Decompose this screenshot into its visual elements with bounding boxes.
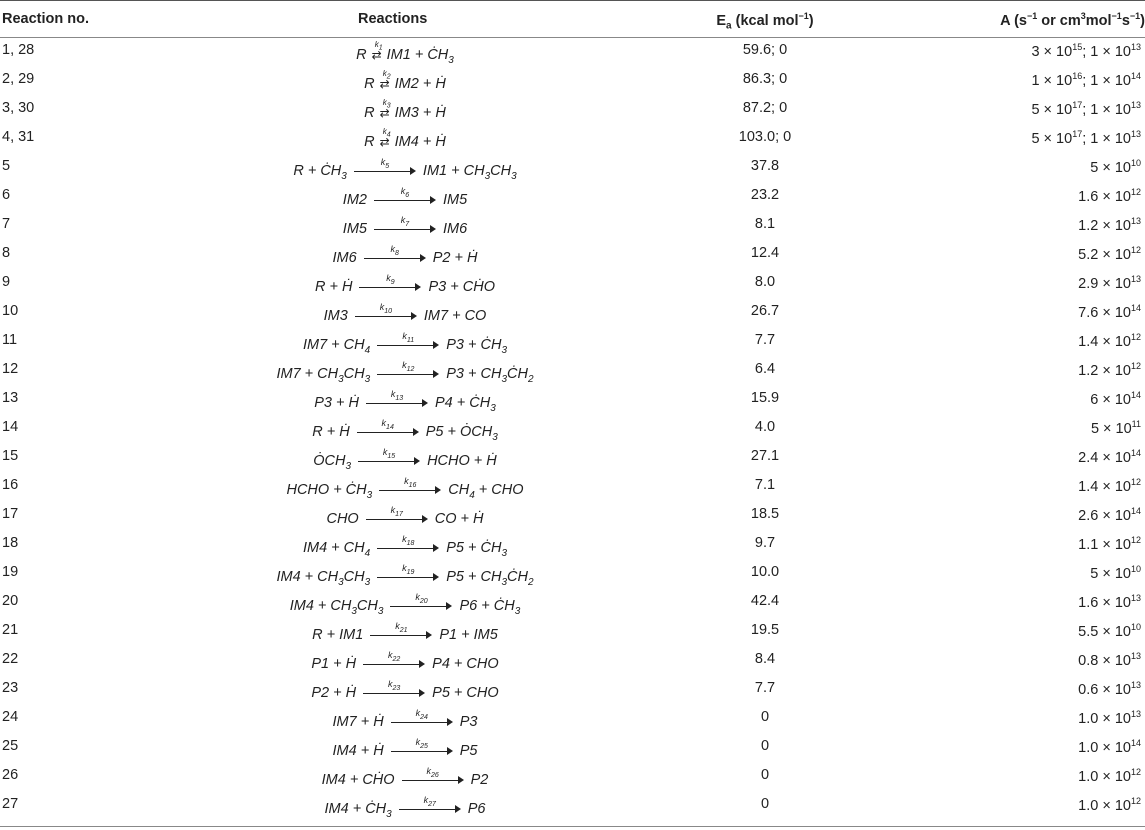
reaction-number: 3, 30 <box>2 100 35 116</box>
reaction-equation: IM7 + Ḣ $k_{24}$ P3 <box>332 708 478 730</box>
table-row <box>0 531 1145 560</box>
activation-energy: 10.0 <box>750 564 780 580</box>
pre-exponential-factor: $1.6 \times 10^{12}$ <box>1078 187 1141 205</box>
reaction-equation: IM5 $k_7$ IM6 <box>342 215 468 237</box>
reaction-number: 1, 28 <box>2 42 35 58</box>
table-body <box>0 38 1145 821</box>
pre-exponential-factor: $1.0 \times 10^{12}$ <box>1078 796 1141 814</box>
reaction-equation: $IM4 + CH_3CH_3$ $k_{19}$ $P5 + CH_3ĊH_2$ <box>276 563 534 588</box>
table-row <box>0 502 1145 531</box>
activation-energy: 9.7 <box>754 535 776 551</box>
pre-exponential-factor: $1 \times 10^{16}$; $1 \times 10^{14}$ <box>1031 71 1141 89</box>
reaction-equation: $R + ĊH_3$ $k_5$ $IM1 + CH_3CH_3$ <box>293 157 517 182</box>
pre-exponential-factor: $5 \times 10^{10}$ <box>1090 158 1141 176</box>
table-row <box>0 154 1145 183</box>
reaction-number: 14 <box>2 419 19 435</box>
reaction-number: 9 <box>2 274 11 290</box>
reaction-number: 17 <box>2 506 19 522</box>
table-row <box>0 38 1145 67</box>
activation-energy: 26.7 <box>750 303 780 319</box>
reaction-equation: $IM7 + CH_4$ $k_{11}$ $P3 + ĊH_3$ <box>302 331 508 356</box>
table-row <box>0 444 1145 473</box>
activation-energy: 27.1 <box>750 448 780 464</box>
pre-exponential-factor: $0.8 \times 10^{13}$ <box>1078 651 1141 669</box>
activation-energy: 6.4 <box>754 361 776 377</box>
activation-energy: 0 <box>760 796 770 812</box>
activation-energy: 59.6; 0 <box>742 42 788 58</box>
activation-energy: 7.1 <box>754 477 776 493</box>
activation-energy: 7.7 <box>754 680 776 696</box>
reaction-equation: $IM4 + ĊH_3$ $k_{27}$ P6 <box>324 795 486 820</box>
reaction-number: 22 <box>2 651 19 667</box>
reaction-equation: P1 + Ḣ $k_{22}$ P4 + CHO <box>311 650 499 672</box>
reaction-number: 24 <box>2 709 19 725</box>
pre-exponential-factor: $5.5 \times 10^{10}$ <box>1078 622 1141 640</box>
table-row <box>0 241 1145 270</box>
pre-exponential-factor: $1.4 \times 10^{12}$ <box>1078 477 1141 495</box>
pre-exponential-factor: $5 \times 10^{17}$; $1 \times 10^{13}$ <box>1031 129 1141 147</box>
pre-exponential-factor: $5 \times 10^{17}$; $1 \times 10^{13}$ <box>1031 100 1141 118</box>
table-row <box>0 270 1145 299</box>
reaction-equation: IM4 + Ḣ $k_{25}$ P5 <box>332 737 478 759</box>
activation-energy: 87.2; 0 <box>742 100 788 116</box>
reaction-equation: IM6 $k_8$ P2 + Ḣ <box>332 244 478 266</box>
reaction-equation: $IM7 + CH_3CH_3$ $k_{12}$ $P3 + CH_3ĊH_2$ <box>276 360 534 385</box>
header-activation-energy: $E_a$ (kcal mol$^{-1}$) <box>716 11 814 32</box>
reaction-equation: R ⇄ $k_2$ IM2 + Ḣ <box>180 76 630 92</box>
reaction-number: 2, 29 <box>2 71 35 87</box>
activation-energy: 23.2 <box>750 187 780 203</box>
pre-exponential-factor: $5 \times 10^{11}$ <box>1090 419 1141 437</box>
table-row <box>0 647 1145 676</box>
table-row <box>0 560 1145 589</box>
reaction-number: 13 <box>2 390 19 406</box>
activation-energy: 8.1 <box>754 216 776 232</box>
table-row <box>0 763 1145 792</box>
reaction-number: 27 <box>2 796 19 812</box>
activation-energy: 42.4 <box>750 593 780 609</box>
table-header <box>0 0 1145 38</box>
reaction-number: 18 <box>2 535 19 551</box>
activation-energy: 18.5 <box>750 506 780 522</box>
header-pre-exponential: A ($s^{-1}$ or $cm^3mol^{-1}s^{-1}$) <box>1000 11 1145 29</box>
header-reactions: Reactions <box>358 11 428 27</box>
pre-exponential-factor: $3 \times 10^{15}$; $1 \times 10^{13}$ <box>1031 42 1141 60</box>
activation-energy: 7.7 <box>754 332 776 348</box>
reaction-number: 8 <box>2 245 11 261</box>
table-row <box>0 328 1145 357</box>
reaction-equation: R + Ḣ $k_9$ P3 + CḢO <box>314 273 495 295</box>
reaction-number: 16 <box>2 477 19 493</box>
table-row <box>0 67 1145 96</box>
reaction-number: 15 <box>2 448 19 464</box>
reaction-equation: R + Ḣ $k_{14}$ $P5 + ȮCH_3$ <box>312 418 498 443</box>
table-row <box>0 299 1145 328</box>
table-row <box>0 705 1145 734</box>
reaction-equation: IM3 $k_{10}$ IM7 + CO <box>323 302 487 324</box>
pre-exponential-factor: $1.2 \times 10^{12}$ <box>1078 361 1141 379</box>
activation-energy: 86.3; 0 <box>742 71 788 87</box>
pre-exponential-factor: $2.4 \times 10^{14}$ <box>1078 448 1141 466</box>
pre-exponential-factor: $7.6 \times 10^{14}$ <box>1078 303 1141 321</box>
reaction-number: 23 <box>2 680 19 696</box>
reaction-equation: IM4 + CḢO $k_{26}$ P2 <box>321 766 489 788</box>
pre-exponential-factor: $1.2 \times 10^{13}$ <box>1078 216 1141 234</box>
reaction-number: 20 <box>2 593 19 609</box>
table-row <box>0 125 1145 154</box>
reaction-equation: R ⇄ $k_4$ IM4 + Ḣ <box>180 134 630 150</box>
reaction-number: 4, 31 <box>2 129 35 145</box>
table-row <box>0 96 1145 125</box>
pre-exponential-factor: $6 \times 10^{14}$ <box>1090 390 1141 408</box>
table-row <box>0 415 1145 444</box>
table-row <box>0 734 1145 763</box>
pre-exponential-factor: $1.1 \times 10^{12}$ <box>1078 535 1141 553</box>
table-row <box>0 676 1145 705</box>
reaction-equation: R + IM1 $k_{21}$ P1 + IM5 <box>312 621 498 643</box>
table-row <box>0 183 1145 212</box>
pre-exponential-factor: $5.2 \times 10^{12}$ <box>1078 245 1141 263</box>
activation-energy: 0 <box>760 738 770 754</box>
reaction-equation: HCHO + $ĊH_3$ $k_{16}$ $CH_4$ + CHO <box>286 476 524 501</box>
reaction-number: 26 <box>2 767 19 783</box>
reaction-equation: P2 + Ḣ $k_{23}$ P5 + CHO <box>311 679 499 701</box>
activation-energy: 0 <box>760 767 770 783</box>
table-row <box>0 473 1145 502</box>
activation-energy: 15.9 <box>750 390 780 406</box>
table-row <box>0 618 1145 647</box>
activation-energy: 12.4 <box>750 245 780 261</box>
reaction-equation: CHO $k_{17}$ CO + Ḣ <box>326 505 484 527</box>
table-row <box>0 589 1145 618</box>
reaction-equation: IM2 $k_6$ IM5 <box>342 186 468 208</box>
reaction-number: 5 <box>2 158 11 174</box>
table-row <box>0 357 1145 386</box>
reaction-number: 10 <box>2 303 19 319</box>
table-bottom-rule <box>0 826 1145 827</box>
pre-exponential-factor: $2.6 \times 10^{14}$ <box>1078 506 1141 524</box>
reaction-equation: P3 + Ḣ $k_{13}$ $P4 + ĊH_3$ <box>314 389 496 414</box>
pre-exponential-factor: $1.4 \times 10^{12}$ <box>1078 332 1141 350</box>
table-row <box>0 212 1145 241</box>
reaction-equation: R ⇄ $k_3$ IM3 + Ḣ <box>180 105 630 121</box>
reaction-number: 11 <box>2 332 18 348</box>
pre-exponential-factor: $2.9 \times 10^{13}$ <box>1078 274 1141 292</box>
reaction-equation: R ⇄ $k_1$ $IM1 + ĊH_3$ <box>180 47 630 66</box>
activation-energy: 0 <box>760 709 770 725</box>
reaction-number: 12 <box>2 361 19 377</box>
pre-exponential-factor: $1.0 \times 10^{14}$ <box>1078 738 1141 756</box>
reaction-equation: $ȮCH_3$ $k_{15}$ HCHO + Ḣ <box>313 447 497 472</box>
activation-energy: 4.0 <box>754 419 776 435</box>
table-row <box>0 386 1145 415</box>
reaction-number: 25 <box>2 738 19 754</box>
reaction-number: 6 <box>2 187 11 203</box>
pre-exponential-factor: $1.6 \times 10^{13}$ <box>1078 593 1141 611</box>
pre-exponential-factor: $1.0 \times 10^{12}$ <box>1078 767 1141 785</box>
activation-energy: 37.8 <box>750 158 780 174</box>
activation-energy: 103.0; 0 <box>738 129 792 145</box>
activation-energy: 19.5 <box>750 622 780 638</box>
reaction-number: 7 <box>2 216 11 232</box>
pre-exponential-factor: $1.0 \times 10^{13}$ <box>1078 709 1141 727</box>
reaction-equation: $IM4 + CH_4$ $k_{18}$ $P5 + ĊH_3$ <box>302 534 508 559</box>
table-row <box>0 792 1145 821</box>
header-reaction-no: Reaction no. <box>2 11 90 27</box>
reaction-equation: $IM4 + CH_3CH_3$ $k_{20}$ $P6 + ĊH_3$ <box>289 592 521 617</box>
activation-energy: 8.4 <box>754 651 776 667</box>
reaction-number: 19 <box>2 564 19 580</box>
pre-exponential-factor: $5 \times 10^{10}$ <box>1090 564 1141 582</box>
pre-exponential-factor: $0.6 \times 10^{13}$ <box>1078 680 1141 698</box>
activation-energy: 8.0 <box>754 274 776 290</box>
reaction-number: 21 <box>2 622 19 638</box>
